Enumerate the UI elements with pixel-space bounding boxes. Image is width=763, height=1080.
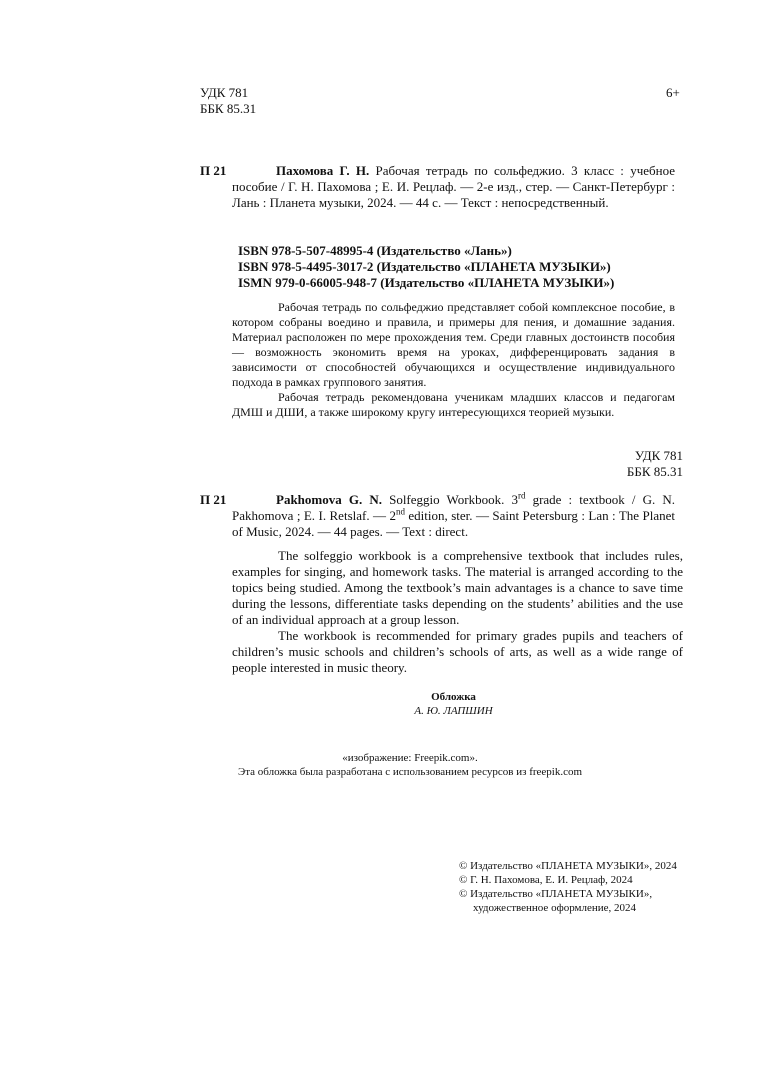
en-abstract-paragraph: The workbook is recommended for primary grades pupils and teachers of children’s music schools and children’s schools of arts, as well as a wide range of people interested in music theory. [232,628,683,675]
cover-credit [232,690,675,718]
cover-title: Обложка [431,691,476,703]
classification-top [200,85,256,117]
isbn-line: ISBN 978-5-4495-3017-2 (Издательство «ПЛАНЕТА МУЗЫКИ») [238,259,611,274]
ru-entry-index: П 21 [200,163,227,178]
classification-mid [627,448,683,480]
en-entry-text: grade : textbook / G. N. Pakhomova ; E. I. Retslaf. — 2 [232,492,675,523]
en-entry-author: Pakhomova G. N. [276,492,382,507]
en-entry-text: edition, ster. — Saint Petersburg : Lan : The Planet of Music, 2024. — 44 pages. — Text : direct. [232,508,675,539]
ru-abstract-paragraph: Рабочая тетрадь по сольфеджио представляет собой комплексное пособие, в котором собраны воедино и правила, и примеры для пения, и домашние задания. Материал расположен по мере прохождения тем. Среди главных достоинств пособия — возможность экономить время на уроках, дифференцировать задания в зависимости от способностей обучающихся и осуществление индивидуального подхода в рамках группового занятия. [232,300,675,389]
copyright-line: © Издательство «ПЛАНЕТА МУЗЫКИ», [459,888,653,900]
udk-code: УДК 781 [634,448,683,463]
ismn-line: ISMN 979-0-66005-948-7 (Издательство «ПЛАНЕТА МУЗЫКИ») [238,275,615,290]
bbk-code: ББК 85.31 [626,464,683,479]
cover-designer: А. Ю. ЛАПШИН [414,705,493,717]
isbn-line: ISBN 978-5-507-48995-4 (Издательство «Лань») [238,243,512,258]
bbk-code: ББК 85.31 [200,101,257,116]
image-credit-line: Эта обложка была разработана с использованием ресурсов из freepik.com [237,766,583,778]
en-abstract [232,548,683,676]
en-abstract-paragraph: The solfeggio workbook is a comprehensive textbook that includes rules, examples for singing, and homework tasks. The material is arranged according to the topics being studied. Among the textbook’s main advantages is a chance to save time during the lessons, differentiate tasks depending on the students’ abilities and the use of an individual approach at a group lesson. [232,548,683,627]
ru-abstract-paragraph: Рабочая тетрадь рекомендована ученикам младших классов и педагогам ДМШ и ДШИ, а также широкому кругу интересующихся теорией музыки. [232,390,675,419]
copyright-line: © Издательство «ПЛАНЕТА МУЗЫКИ», 2024 [459,860,677,872]
en-entry-text: Solfeggio Workbook. 3 [389,492,518,507]
ru-entry-description: Рабочая тетрадь по сольфеджио. 3 класс : учебное пособие / Г. Н. Пахомова ; Е. И. Рецлаф. — 2-е изд., стер. — Санкт-Петербург : Лань : Планета музыки, 2024. — 44 с. — Текст : непосредственный. [232,163,676,210]
ru-entry-author: Пахомова Г. Н. [276,163,370,178]
en-entry-sup: nd [395,506,405,517]
udk-code: УДК 781 [200,85,249,100]
ru-abstract [232,300,675,420]
ru-entry [232,163,675,211]
isbn-block [238,243,614,291]
copyright-block [459,859,677,915]
en-entry-index: П 21 [200,492,227,507]
en-entry [232,492,675,540]
image-credit-line: «изображение: Freepik.com». [342,752,478,764]
copyright-line: © Г. Н. Пахомова, Е. И. Рецлаф, 2024 [459,874,633,886]
en-entry-sup: rd [517,490,526,501]
image-credit [180,751,640,779]
copyright-line: художественное оформление, 2024 [473,902,637,914]
age-rating: 6+ [666,85,680,100]
